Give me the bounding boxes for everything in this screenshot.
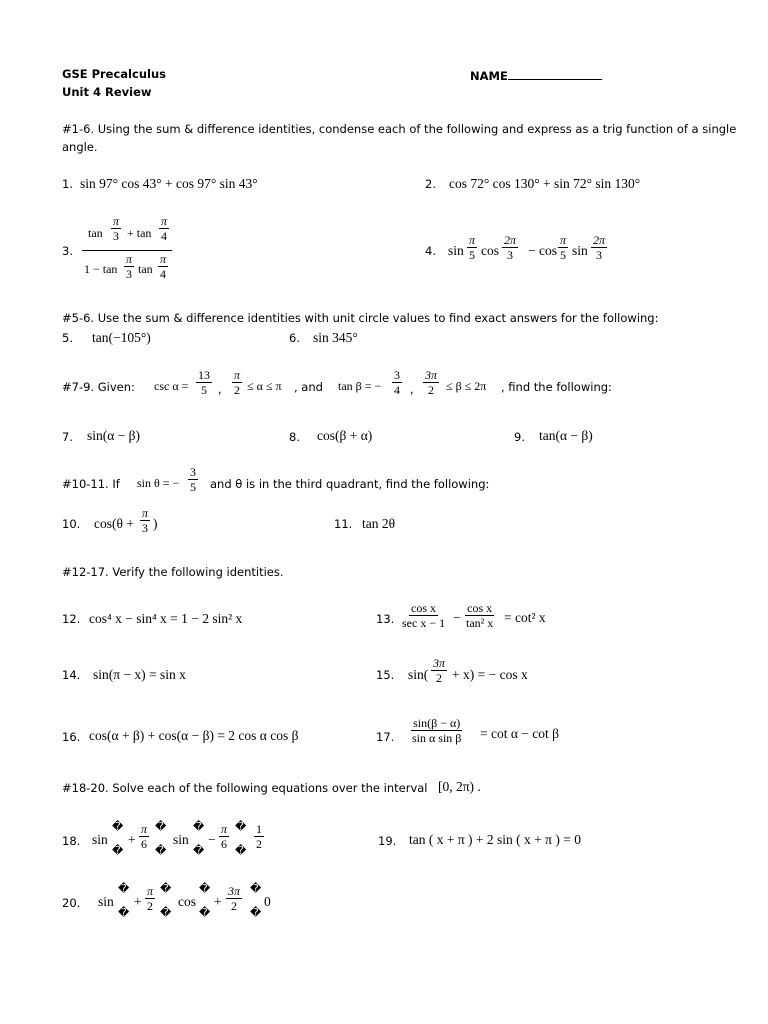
name-label: NAME (470, 69, 508, 83)
section-2-instructions: #5-6. Use the sum & difference identities with unit circle values to find exact answers for the following: (62, 311, 659, 325)
problem-6-number: 6. (289, 331, 300, 345)
given-tan-beta: tan β = − (338, 379, 382, 393)
problem-3-plus-tan: + tan (127, 226, 152, 240)
problem-10-frac-pi-3: $\frac{\pi}{3}$ (142, 506, 149, 535)
problem-1-number: 1. (62, 177, 73, 191)
problem-18-frac-1-2: $\frac{1}{2}$ (256, 822, 262, 851)
problem-17-number: 17. (376, 730, 395, 744)
problem-18-unknown-5: � (193, 821, 205, 833)
problem-13-rhs: = cot² x (504, 610, 546, 625)
given-sin-theta-fraction: $\frac{3}{5}$ (190, 465, 196, 494)
problem-15-post: + x) = − cos x (452, 667, 528, 682)
problem-3-fraction-bar (82, 250, 172, 251)
problem-20-frac-3pi-2: $\frac{3\pi}{2}$ (228, 884, 241, 913)
section-4-instructions: #10-11. If (62, 477, 120, 491)
section-4-instructions-rest: and θ is in the third quadrant, find the following: (210, 477, 490, 491)
problem-12-expression: cos⁴ x − sin⁴ x = 1 − 2 sin² x (89, 611, 243, 626)
problem-4-frac-2pi-3-b: $\frac{2\pi}{3}$ (593, 233, 606, 262)
problem-13-frac-1: cos x sec x − 1 (402, 601, 446, 630)
problem-9-number: 9. (514, 430, 525, 444)
problem-20-expression (98, 880, 288, 926)
problem-20-unknown-1: � (118, 883, 130, 895)
given-beta-range: ≤ β ≤ 2π (446, 379, 487, 393)
problem-3-frac-pi-3-bottom: $\frac{\pi}{3}$ (126, 252, 133, 281)
problem-4-frac-2pi-3-a: $\frac{2\pi}{3}$ (504, 233, 517, 262)
problem-18-frac-pi-6-a: $\frac{\pi}{6}$ (141, 822, 148, 851)
problem-14-expression: sin(π − x) = sin x (93, 667, 186, 682)
problem-3-frac-pi-4-bottom: $\frac{\pi}{4}$ (160, 252, 167, 281)
problem-20-unknown-5: � (199, 883, 211, 895)
problem-10-pre: cos(θ + (94, 516, 134, 531)
problem-1-expression: sin 97° cos 43° + cos 97° sin 43° (80, 176, 258, 191)
problem-4-sin-1: sin (448, 243, 464, 258)
given-comma-2: , (410, 382, 414, 396)
problem-20-unknown-8: � (250, 907, 262, 919)
section-1-instructions: #1-6. Using the sum & difference identities, condense each of the following and express as a trig function of a single (62, 122, 737, 136)
problem-5-number: 5. (62, 331, 73, 345)
problem-3-frac-pi-3-top: $\frac{\pi}{3}$ (113, 214, 120, 243)
given-sin-theta: sin θ = − (137, 476, 180, 490)
given-and: , and (294, 380, 323, 394)
problem-3-expression (82, 212, 174, 288)
problem-4-frac-pi-5-a: $\frac{\pi}{5}$ (469, 233, 476, 262)
problem-13-minus: − (453, 610, 461, 625)
problem-20-cos: cos (178, 894, 196, 909)
problem-20-unknown-3: � (160, 883, 172, 895)
unit-title: Unit 4 Review (62, 85, 152, 99)
problem-18-unknown-6: � (193, 845, 205, 857)
problem-12-number: 12. (62, 612, 81, 626)
problem-18-number: 18. (62, 834, 81, 848)
given-alpha-range: ≤ α ≤ π (247, 379, 282, 393)
name-blank-line (508, 69, 602, 80)
problem-9-expression: tan(α − β) (539, 428, 593, 443)
problem-16-expression: cos(α + β) + cos(α − β) = 2 cos α cos β (89, 728, 299, 743)
problem-13-frac-2: $\frac{\text{cos x}}{\text{tan² x}}$ (466, 601, 494, 630)
given-pi-over-2: $\frac{\pi}{2}$ (234, 368, 241, 397)
problem-15-frac-3pi-2: $\frac{3\pi}{2}$ (433, 656, 446, 685)
problem-18-unknown-3: � (155, 821, 167, 833)
problem-20-unknown-7: � (250, 883, 262, 895)
section-3-instructions: #7-9. Given: (62, 380, 135, 394)
given-csc-alpha: csc α = (154, 379, 189, 393)
problem-18-unknown-4: � (155, 845, 167, 857)
problem-20-frac-pi-2: $\frac{\pi}{2}$ (147, 884, 154, 913)
problem-3-tan-2: tan (138, 262, 153, 276)
problem-20-plus-1: + (134, 894, 142, 909)
problem-20-unknown-6: � (199, 907, 211, 919)
problem-17-rhs: = cot α − cot β (480, 726, 560, 741)
section-6-instructions: #18-20. Solve each of the following equations over the interval (62, 781, 428, 795)
problem-18-unknown-7: � (235, 821, 247, 833)
problem-2-expression: cos 72° cos 130° + sin 72° sin 130° (449, 176, 641, 191)
problem-18-sin-2: sin (173, 832, 189, 847)
problem-15-number: 15. (376, 668, 395, 682)
problem-19-expression: tan ( x + π ) + 2 sin ( x + π ) = 0 (409, 832, 581, 847)
given-3pi-over-2: $\frac{3\pi}{2}$ (425, 368, 438, 397)
section-1-instructions-cont: angle. (62, 140, 98, 154)
problem-18-unknown-1: � (112, 821, 124, 833)
problem-2-number: 2. (425, 177, 436, 191)
problem-18-unknown-8: � (235, 845, 247, 857)
given-find: , find the following: (501, 380, 612, 394)
problem-13-number: 13. (376, 612, 395, 626)
problem-20-zero: 0 (264, 894, 271, 909)
problem-18-unknown-2: � (112, 845, 124, 857)
problem-11-expression: tan 2θ (362, 516, 396, 531)
problem-4-minus-cos: − cos (528, 243, 557, 258)
problem-4-number: 4. (425, 244, 436, 258)
problem-18-sin-1: sin (92, 832, 108, 847)
problem-17-fraction: $\frac{\sin(\beta - \alpha)}{\text{sin α sin β}}$ (412, 716, 462, 745)
problem-16-number: 16. (62, 730, 81, 744)
problem-3-number: 3. (62, 244, 73, 258)
section-5-instructions: #12-17. Verify the following identities. (62, 565, 284, 579)
problem-18-expression (92, 818, 272, 864)
problem-15-pre: sin( (408, 667, 429, 682)
name-field (470, 69, 602, 83)
problem-7-number: 7. (62, 430, 73, 444)
problem-20-number: 20. (62, 896, 81, 910)
problem-18-minus: − (208, 832, 216, 847)
problem-6-expression: sin 345° (313, 330, 358, 345)
problem-4-expression (448, 232, 618, 272)
problem-14-number: 14. (62, 668, 81, 682)
problem-3-frac-pi-4-top: $\frac{\pi}{4}$ (161, 214, 168, 243)
given-csc-fraction: $\frac{13}{5}$ (198, 368, 210, 397)
problem-11-number: 11. (334, 517, 353, 531)
problem-8-expression: cos(β + α) (317, 428, 373, 443)
problem-4-frac-pi-5-b: $\frac{\pi}{5}$ (560, 233, 567, 262)
problem-5-expression: tan(−105°) (92, 330, 151, 345)
problem-10-post: ) (153, 516, 158, 531)
problem-20-unknown-2: � (118, 907, 130, 919)
problem-19-number: 19. (378, 834, 397, 848)
problem-18-frac-pi-6-b: $\frac{\pi}{6}$ (221, 822, 228, 851)
problem-20-plus-2: + (214, 894, 222, 909)
problem-4-sin-2: sin (572, 243, 588, 258)
problem-18-plus: + (128, 832, 136, 847)
problem-20-sin: sin (98, 894, 114, 909)
problem-8-number: 8. (289, 430, 300, 444)
course-title: GSE Precalculus (62, 67, 166, 81)
problem-7-expression: sin(α − β) (87, 428, 141, 443)
problem-3-one-minus-tan: 1 − tan (84, 262, 118, 276)
problem-20-unknown-4: � (160, 907, 172, 919)
given-tan-fraction: $\frac{3}{4}$ (394, 368, 400, 397)
given-comma-1: , (218, 382, 222, 396)
problem-10-number: 10. (62, 517, 81, 531)
problem-3-tan-1: tan (88, 226, 103, 240)
problem-4-cos-1: cos (481, 243, 499, 258)
section-6-interval: [0, 2π) . (438, 779, 481, 794)
